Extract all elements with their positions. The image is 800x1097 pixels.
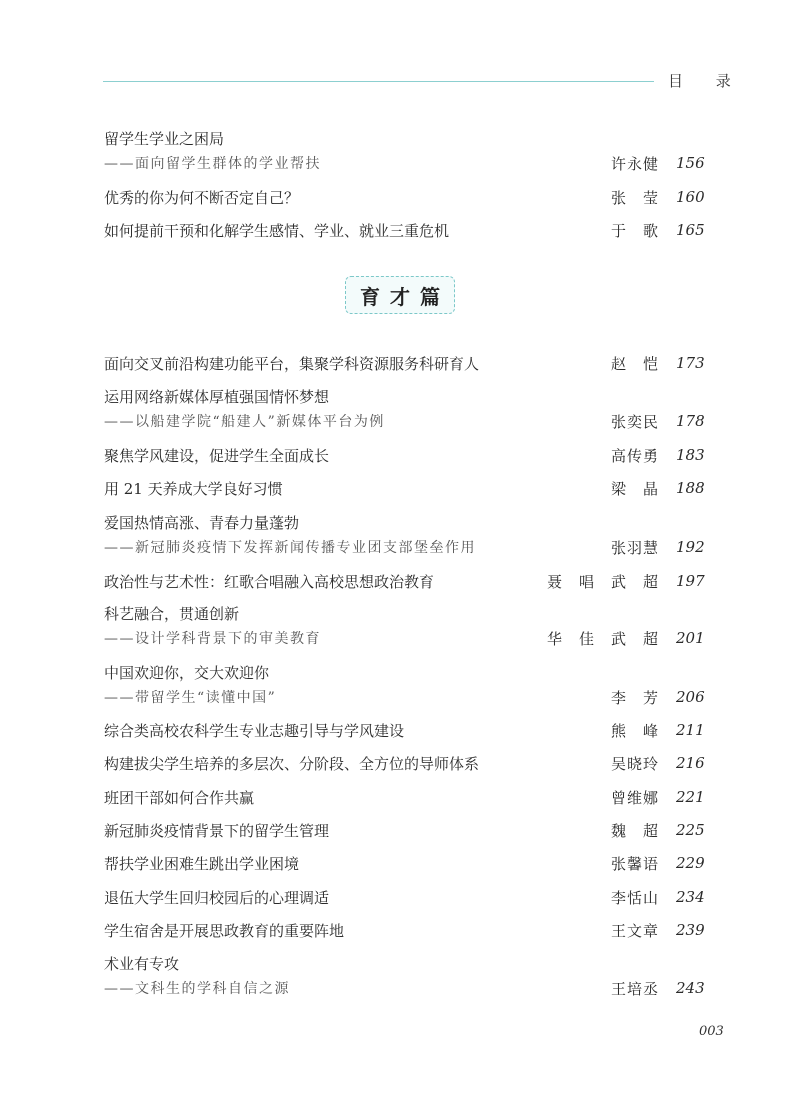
entry-author: 李 芳 — [611, 689, 658, 707]
entry-title: 留学生学业之困局 — [104, 130, 225, 148]
entry-subtitle: ——文科生的学科自信之源 — [104, 981, 290, 997]
entry-author: 武 超 — [611, 630, 658, 648]
entry-author: 于 歌 — [611, 222, 658, 240]
toc-entry[interactable] — [0, 753, 800, 777]
toc-entry[interactable] — [0, 662, 800, 686]
toc-entry[interactable] — [0, 386, 800, 410]
section-heading: 育才篇 — [360, 284, 450, 309]
toc-entry-subline[interactable] — [0, 687, 800, 711]
toc-entry[interactable] — [0, 787, 800, 811]
entry-author: 熊 峰 — [611, 722, 658, 740]
entry-page: 178 — [676, 412, 705, 430]
entry-page: 197 — [676, 572, 705, 590]
entry-subtitle: ——带留学生“读懂中国” — [104, 690, 277, 706]
toc-entry-subline[interactable] — [0, 153, 800, 177]
entry-title: 科艺融合，贯通创新 — [104, 605, 240, 623]
entry-title: 新冠肺炎疫情背景下的留学生管理 — [104, 822, 330, 840]
page-number: 003 — [699, 1024, 724, 1039]
entry-author: 吴晓玲 — [611, 755, 658, 773]
entry-page: 211 — [676, 721, 705, 739]
entry-page: 192 — [676, 538, 705, 556]
entry-subtitle: ——设计学科背景下的审美教育 — [104, 631, 321, 647]
entry-page: 229 — [676, 854, 705, 872]
page-header-title: 目 录 — [668, 72, 745, 90]
toc-entry[interactable] — [0, 220, 800, 244]
entry-title: 术业有专攻 — [104, 955, 180, 973]
entry-page: 201 — [676, 629, 705, 647]
entry-title: 用 21 天养成大学良好习惯 — [104, 480, 283, 498]
entry-author: 高传勇 — [611, 447, 658, 465]
toc-entry[interactable] — [0, 920, 800, 944]
entry-page: 221 — [676, 788, 705, 806]
entry-author: 王文章 — [611, 922, 658, 940]
toc-entry[interactable] — [0, 887, 800, 911]
toc-entry-subline[interactable] — [0, 537, 800, 561]
toc-entry[interactable] — [0, 953, 800, 977]
entry-author: 许永健 — [611, 155, 658, 173]
entry-page: 160 — [676, 188, 705, 206]
entry-page: 243 — [676, 979, 705, 997]
entry-title: 运用网络新媒体厚植强国情怀梦想 — [104, 388, 330, 406]
entry-author: 张 莹 — [611, 189, 658, 207]
entry-title: 如何提前干预和化解学生感情、学业、就业三重危机 — [104, 222, 450, 240]
entry-author: 王培丞 — [611, 980, 658, 998]
entry-page: 216 — [676, 754, 705, 772]
toc-entry-subline[interactable] — [0, 628, 800, 652]
entry-page: 206 — [676, 688, 705, 706]
entry-subtitle: ——以船建学院“船建人”新媒体平台为例 — [104, 414, 385, 430]
entry-author: 李恬山 — [611, 889, 658, 907]
toc-entry[interactable] — [0, 571, 800, 595]
entry-coauthor: 华 佳 — [547, 630, 594, 648]
entry-title: 爱国热情高涨、青春力量蓬勃 — [104, 514, 300, 532]
entry-coauthor: 聂 唱 — [547, 573, 594, 591]
entry-title: 学生宿舍是开展思政教育的重要阵地 — [104, 922, 345, 940]
entry-author: 武 超 — [611, 573, 658, 591]
entry-page: 173 — [676, 354, 705, 372]
entry-author: 魏 超 — [611, 822, 658, 840]
entry-author: 曾维娜 — [611, 789, 658, 807]
entry-title: 中国欢迎你，交大欢迎你 — [104, 664, 270, 682]
entry-page: 183 — [676, 446, 705, 464]
toc-entry-subline[interactable] — [0, 411, 800, 435]
entry-page: 234 — [676, 888, 705, 906]
entry-title: 综合类高校农科学生专业志趣引导与学风建设 — [104, 722, 405, 740]
entry-page: 165 — [676, 221, 705, 239]
entry-page: 225 — [676, 821, 705, 839]
entry-title: 面向交叉前沿构建功能平台，集聚学科资源服务科研育人 — [104, 355, 480, 373]
entry-page: 239 — [676, 921, 705, 939]
entry-page: 156 — [676, 154, 705, 172]
section-heading-box — [345, 276, 455, 314]
toc-entry[interactable] — [0, 820, 800, 844]
entry-page: 188 — [676, 479, 705, 497]
entry-author: 梁 晶 — [611, 480, 658, 498]
entry-title: 班团干部如何合作共赢 — [104, 789, 255, 807]
toc-entry[interactable] — [0, 128, 800, 152]
toc-entry[interactable] — [0, 853, 800, 877]
header-rule — [103, 81, 654, 82]
toc-entry[interactable] — [0, 720, 800, 744]
entry-author: 张馨语 — [611, 855, 658, 873]
toc-entry[interactable] — [0, 603, 800, 627]
entry-title: 帮扶学业困难生跳出学业困境 — [104, 855, 300, 873]
toc-entry[interactable] — [0, 478, 800, 502]
toc-entry[interactable] — [0, 353, 800, 377]
entry-author: 赵 恺 — [611, 355, 658, 373]
toc-entry-subline[interactable] — [0, 978, 800, 1002]
entry-title: 政治性与艺术性：红歌合唱融入高校思想政治教育 — [104, 573, 435, 591]
toc-entry[interactable] — [0, 187, 800, 211]
toc-entry[interactable] — [0, 445, 800, 469]
entry-title: 聚焦学风建设，促进学生全面成长 — [104, 447, 330, 465]
entry-subtitle: ——新冠肺炎疫情下发挥新闻传播专业团支部堡垒作用 — [104, 540, 476, 556]
entry-title: 退伍大学生回归校园后的心理调适 — [104, 889, 330, 907]
entry-author: 张奕民 — [611, 413, 658, 431]
toc-entry[interactable] — [0, 512, 800, 536]
entry-title: 优秀的你为何不断否定自己？ — [104, 189, 300, 207]
entry-subtitle: ——面向留学生群体的学业帮扶 — [104, 156, 321, 172]
entry-title: 构建拔尖学生培养的多层次、分阶段、全方位的导师体系 — [104, 755, 480, 773]
entry-author: 张羽慧 — [611, 539, 658, 557]
